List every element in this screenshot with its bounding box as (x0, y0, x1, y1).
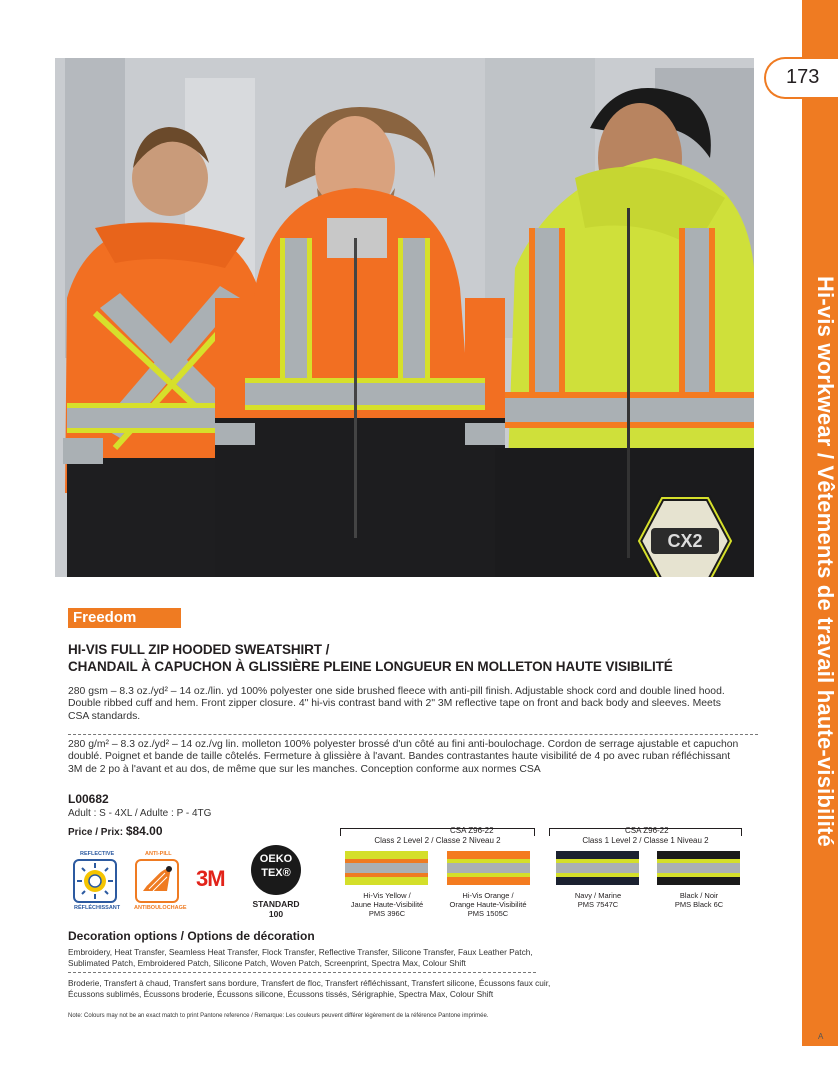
color-name: Hi-Vis Yellow / (363, 891, 411, 900)
decoration-title: Decoration options / Options de décoration (68, 929, 315, 943)
color-pms: PMS 396C (368, 909, 406, 918)
product-price (68, 824, 163, 838)
description-fr (68, 739, 758, 776)
description-fr-line: 3M de 2 po à l'avant et au dos, de même que sur les manches. Conception conforme aux normes CSA (68, 763, 541, 775)
standard-line2: 100 (268, 909, 284, 919)
description-en-line: Double ribbed cuff and hem. Front zipper closure. 4" hi-vis contrast band with 2" 3M reflective tape on front and back body and sleeves. Meets (68, 698, 721, 710)
color-caption-orange (438, 891, 538, 918)
color-caption-navy (548, 891, 648, 909)
price-value: $84.00 (125, 824, 163, 838)
reflective-icon (75, 861, 115, 901)
color-name: Black / Noir (679, 891, 719, 900)
standard-line1: STANDARD (252, 899, 300, 909)
colour-note: Note: Colours may not be an exact match to print Pantone reference / Remarque: Les couleurs peuvent différer légèrement de la référence Pantone imprimée. (68, 1013, 489, 1019)
description-en (68, 686, 758, 723)
color-swatch-black[interactable] (657, 851, 740, 885)
color-name: Navy / Marine (574, 891, 622, 900)
color-caption-black (649, 891, 749, 909)
color-name-fr: Jaune Haute-Visibilité (350, 900, 424, 909)
page-number: 173 (786, 66, 820, 88)
decoration-fr (68, 978, 568, 999)
oeko-line1: OEKO (259, 853, 293, 865)
side-title-container (804, 276, 838, 996)
decoration-fr-line: Broderie, Transfert à chaud, Transfert sans bordure, Transfert de floc, Transfert réfléchissant, Transfert silicone, Écussons faux cuir, (68, 978, 551, 988)
description-fr-line: doublé. Poignet et bande de taille côtelés. Fermeture à glissière à l'avant. Bandes contrastantes haute visibilité de 4 po avec ruban réfléchissant (68, 751, 731, 763)
color-pms: PMS Black 6C (674, 900, 724, 909)
csa-class: Class 2 Level 2 / Classe 2 Niveau 2 (374, 836, 501, 845)
product-title-fr: CHANDAIL À CAPUCHON À GLISSIÈRE PLEINE LONGUEUR EN MOLLETON HAUTE VISIBILITÉ (68, 659, 673, 674)
price-label: Price / Prix: (68, 827, 124, 838)
color-swatch-navy[interactable] (556, 851, 639, 885)
color-pms: PMS 1505C (467, 909, 509, 918)
cx2-logo-text: CX2 (667, 531, 703, 551)
csa-label-class1 (549, 826, 742, 846)
antipill-icon (137, 861, 177, 901)
oeko-standard (248, 899, 304, 919)
reflective-badge-top: REFLECTIVE (80, 851, 115, 857)
hero-illustration (55, 58, 754, 577)
reflective-badge-bottom: RÉFLÉCHISSANT (74, 905, 121, 911)
product-hero-image (55, 58, 754, 577)
csa-class: Class 1 Level 2 / Classe 1 Niveau 2 (582, 836, 709, 845)
color-name: Hi-Vis Orange / (462, 891, 514, 900)
description-en-line: CSA standards. (68, 710, 141, 722)
decoration-fr-line: Écussons sublimés, Écussons broderie, Écussons silicone, Écussons tissés, Sérigraphie, Spectra Max, Colour Shift (68, 988, 494, 999)
color-swatch-yellow[interactable] (345, 851, 428, 885)
description-fr-line: 280 g/m² – 8.3 oz./yd² – 14 oz./vg lin. molleton 100% polyester brossé d'un côté au fini anti-boulochage. Cordon de serrage ajustable et capuchon (68, 739, 739, 750)
decoration-en-line: Embroidery, Heat Transfer, Seamless Heat Transfer, Flock Transfer, Reflective Transfer, Silicone Transfer, Faux Leather Patch, (68, 947, 533, 957)
antipill-badge-bottom: ANTIBOULOCHAGE (134, 905, 187, 911)
reflective-badge (73, 859, 117, 903)
oeko-tex-logo (251, 845, 301, 895)
color-swatch-orange[interactable] (447, 851, 530, 885)
color-name-fr: Orange Haute-Visibilité (449, 900, 527, 909)
side-title: Hi-vis workwear / Vêtements de travail haute-visibilité (813, 276, 838, 847)
csa-standard: CSA Z96-22 (625, 826, 669, 835)
antipill-badge (135, 859, 179, 903)
collection-tag: Freedom (68, 608, 181, 628)
color-caption-yellow (337, 891, 437, 918)
corner-mark: A (818, 1032, 824, 1041)
color-pms: PMS 7547C (577, 900, 619, 909)
csa-standard: CSA Z96-22 (450, 826, 494, 835)
3m-logo: 3M (196, 866, 225, 891)
decoration-en (68, 947, 568, 968)
product-sizes: Adult : S - 4XL / Adulte : P - 4TG (68, 808, 212, 819)
antipill-badge-top: ANTI-PILL (145, 851, 172, 857)
csa-label-class2 (340, 826, 535, 846)
description-en-line: 280 gsm – 8.3 oz./yd² – 14 oz./lin. yd 100% polyester one side brushed fleece with anti-pill finish. Adjustable shock cord and double lined hood. (68, 686, 725, 697)
oeko-line2: TEX® (261, 867, 291, 879)
product-title-en: HI-VIS FULL ZIP HOODED SWEATSHIRT / (68, 642, 330, 657)
decoration-en-line: Sublimated Patch, Embroidered Patch, Silicone Patch, Woven Patch, Screenprint, Spectra Max, Colour Shift (68, 957, 466, 968)
decoration-divider (68, 972, 536, 973)
description-divider (68, 734, 758, 735)
product-code: L00682 (68, 792, 109, 806)
